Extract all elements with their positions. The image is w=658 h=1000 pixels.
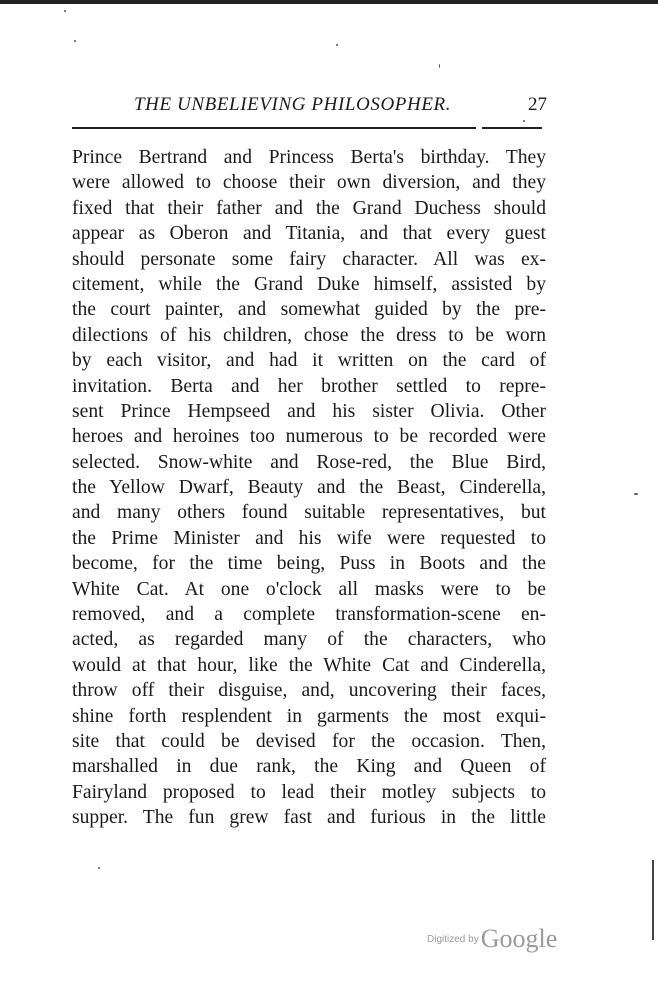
text-line: citement, while the Grand Duke himself, assisted by <box>72 273 546 295</box>
scan-edge-mark <box>652 860 654 940</box>
text-line: selected. Snow-white and Rose-red, the Blue Bird, <box>72 451 546 473</box>
text-line: were allowed to choose their own diversion, and they <box>72 172 546 194</box>
text-line: acted, as regarded many of the characters, who <box>72 629 546 651</box>
text-line: dilections of his children, chose the dress to be worn <box>72 324 546 346</box>
scan-speck <box>336 44 338 46</box>
text-line: and many others found suitable representatives, but <box>72 502 546 524</box>
text-line: throw off their disguise, and, uncovering their faces, <box>72 680 546 702</box>
header-rule-break <box>476 126 482 130</box>
text-line: shine forth resplendent in garments the most exqui- <box>72 705 546 727</box>
text-line: should personate some fairy character. All was ex- <box>72 248 546 270</box>
text-line: would at that hour, like the White Cat and Cinderella, <box>72 654 546 676</box>
text-line: White Cat. At one o'clock all masks were to be <box>72 578 546 600</box>
text-line: heroes and heroines too numerous to be recorded were <box>72 426 546 448</box>
scan-speck <box>64 10 66 12</box>
text-line: Prince Bertrand and Princess Berta's birthday. They <box>72 147 546 168</box>
text-line: invitation. Berta and her brother settled to repre- <box>72 375 546 397</box>
text-line: supper. The fun grew fast and furious in the little <box>72 807 546 829</box>
scan-speck <box>439 64 440 68</box>
scan-speck <box>523 120 525 122</box>
text-line: removed, and a complete transformation-scene en- <box>72 604 546 626</box>
watermark-prefix: Digitized by <box>427 933 479 945</box>
text-line: the court painter, and somewhat guided by the pre- <box>72 299 546 321</box>
running-head: THE UNBELIEVING PHILOSOPHER. <box>134 94 452 115</box>
text-line: Fairyland proposed to lead their motley subjects to <box>72 781 546 803</box>
text-line: fixed that their father and the Grand Duchess should <box>72 197 546 219</box>
scan-speck <box>634 493 638 495</box>
header-rule <box>72 127 542 129</box>
text-line: marshalled in due rank, the King and Queen of <box>72 756 546 778</box>
text-line: the Yellow Dwarf, Beauty and the Beast, Cinderella, <box>72 477 546 499</box>
google-logo: Google <box>480 924 558 953</box>
text-line: site that could be devised for the occasion. Then, <box>72 730 546 752</box>
text-line: by each visitor, and had it written on the card of <box>72 350 546 372</box>
scan-speck <box>74 40 76 42</box>
text-line: appear as Oberon and Titania, and that every guest <box>72 223 546 245</box>
page-header <box>72 94 547 118</box>
page-top-border <box>0 0 658 4</box>
scan-speck <box>98 867 100 869</box>
text-line: sent Prince Hempseed and his sister Olivia. Other <box>72 400 546 422</box>
text-line: the Prime Minister and his wife were requested to <box>72 527 546 549</box>
body-text <box>72 145 546 831</box>
digitized-watermark <box>427 924 557 954</box>
page-number: 27 <box>528 94 547 115</box>
text-line: become, for the time being, Puss in Boots and the <box>72 553 546 575</box>
